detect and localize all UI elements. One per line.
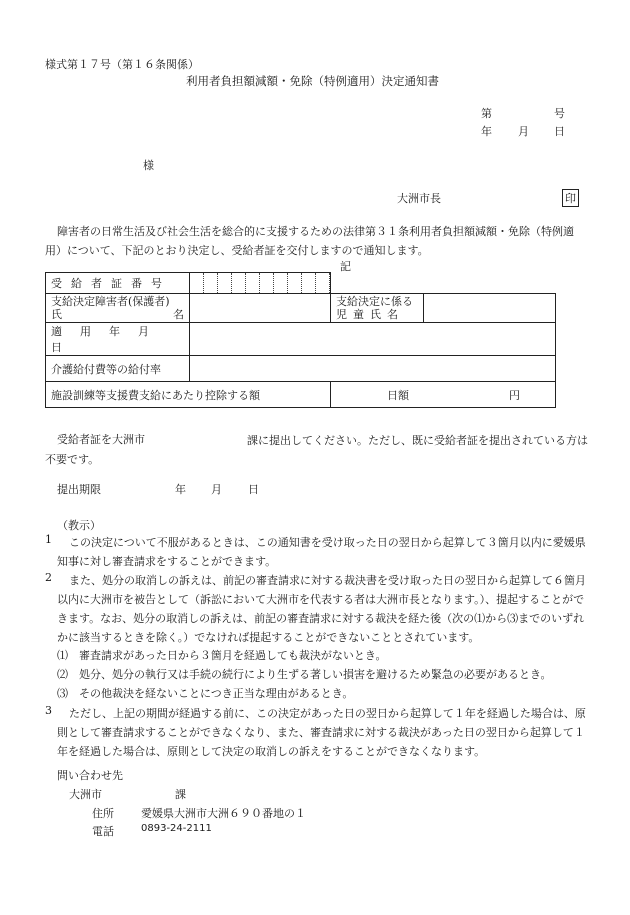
benefit-rate-label: 介護給付費等の給付率 — [46, 356, 190, 382]
document-title: 利用者負担額減額・免除（特例適用）決定通知書 — [186, 74, 439, 88]
guardian-value — [190, 294, 331, 323]
benefit-rate-value — [190, 356, 556, 382]
address-label: 住所 — [92, 807, 114, 820]
address-value: 愛媛県大洲市大洲６９０番地の１ — [141, 807, 306, 820]
notice-2-text: また、処分の取消しの訴えは、前記の審査請求に対する裁決書を受け取った日の翌日から起算して６箇月以内に大洲市を被告として（訴訟において大洲市を代表する者は大洲市長となります。）、提起することができます。なお、処分の取消しの訴えは、前記の審査請求に対する裁決を経た後（次の⑴から⑶までのいずれかに該当するときを除く。）でなければ提起することができないこととされています。 — [57, 574, 586, 644]
contact-city: 大洲市 — [69, 788, 102, 801]
child-label: 支給決定に係る 児童氏名 — [331, 294, 424, 323]
ki-label: 記 — [340, 260, 351, 273]
notice-3-number: 3 — [45, 704, 52, 717]
seal-mark: 印 — [562, 189, 579, 207]
body-text: 障害者の日常生活及び社会生活を総合的に支援するための法律第３１条利用者負担額減額・免除（特例適用）について、下記のとおり決定し、受給者証を交付しますので通知します。 — [45, 225, 574, 257]
sub-notice-1-text: 審査請求があった日から３箇月を経過しても裁決がないとき。 — [79, 649, 387, 662]
ref-month: 月 — [518, 125, 529, 138]
deadline-year: 年 — [175, 483, 186, 496]
notice-2-number: 2 — [45, 571, 52, 584]
deadline-month: 月 — [211, 483, 222, 496]
issuer-name: 大洲市長 — [397, 192, 441, 205]
table-row — [46, 294, 556, 323]
ref-day: 日 — [554, 125, 565, 138]
contact-ka: 課 — [175, 788, 186, 801]
table-row — [46, 273, 556, 294]
sub-notice-3-text: その他裁決を経ないことにつき正当な理由があるとき。 — [79, 687, 354, 700]
ref-go: 号 — [554, 107, 565, 120]
contact-header: 問い合わせ先 — [57, 769, 123, 782]
form-number: 様式第１７号（第１６条関係） — [45, 58, 199, 71]
phone-value: 0893-24-2111 — [141, 823, 212, 834]
ref-year: 年 — [481, 125, 492, 138]
child-value — [424, 294, 556, 323]
deadline-day: 日 — [248, 483, 259, 496]
phone-label: 電話 — [92, 825, 114, 838]
recipient-suffix: 様 — [143, 159, 154, 172]
sub-notice-3-number: ⑶ — [57, 687, 68, 700]
cert-number-label: 受給者証番号 — [46, 273, 190, 294]
table-row — [46, 382, 556, 408]
notice-1-text: この決定について不服があるときは、この通知書を受け取った日の翌日から起算して３箇月以内に愛媛県知事に対し審査請求をすることができます。 — [57, 536, 586, 568]
decision-table — [45, 272, 556, 408]
sub-notice-2-text: 処分、処分の執行又は手続の続行により生ずる著しい損害を避けるため緊急の必要があるとき。 — [79, 668, 552, 681]
deadline-label: 提出期限 — [57, 483, 101, 496]
deduction-label: 施設訓練等支援費支給にあたり控除する額 — [46, 382, 331, 408]
sub-notice-1-number: ⑴ — [57, 649, 68, 662]
apply-date-label: 適用年月日 — [46, 323, 190, 356]
notice-3-text: ただし、上記の期間が経過する前に、この決定があった日の翌日から起算して１年を経過した場合は、原則として審査請求することができなくなり、また、審査請求に対する裁決があった日の翌日から起算して１年を経過した場合は、原則として決定の取消しの訴えをすることができなくなります。 — [57, 707, 586, 758]
cert-number-cells — [190, 273, 331, 294]
deduction-value: 日額 円 — [331, 382, 556, 408]
apply-date-value — [190, 323, 556, 356]
table-row — [46, 323, 556, 356]
guardian-label: 支給決定障害者(保護者) 氏 名 — [46, 294, 190, 323]
table-row — [46, 356, 556, 382]
sub-notice-2-number: ⑵ — [57, 668, 68, 681]
submit-text-a: 受給者証を大洲市 — [57, 433, 145, 446]
ref-dai: 第 — [481, 107, 492, 120]
notice-header: （教示） — [57, 519, 101, 532]
notice-1-number: 1 — [45, 533, 52, 546]
submit-text-b: 課に提出してください。ただし、既に受給者証を提出されている方は不要です。 — [45, 434, 588, 466]
